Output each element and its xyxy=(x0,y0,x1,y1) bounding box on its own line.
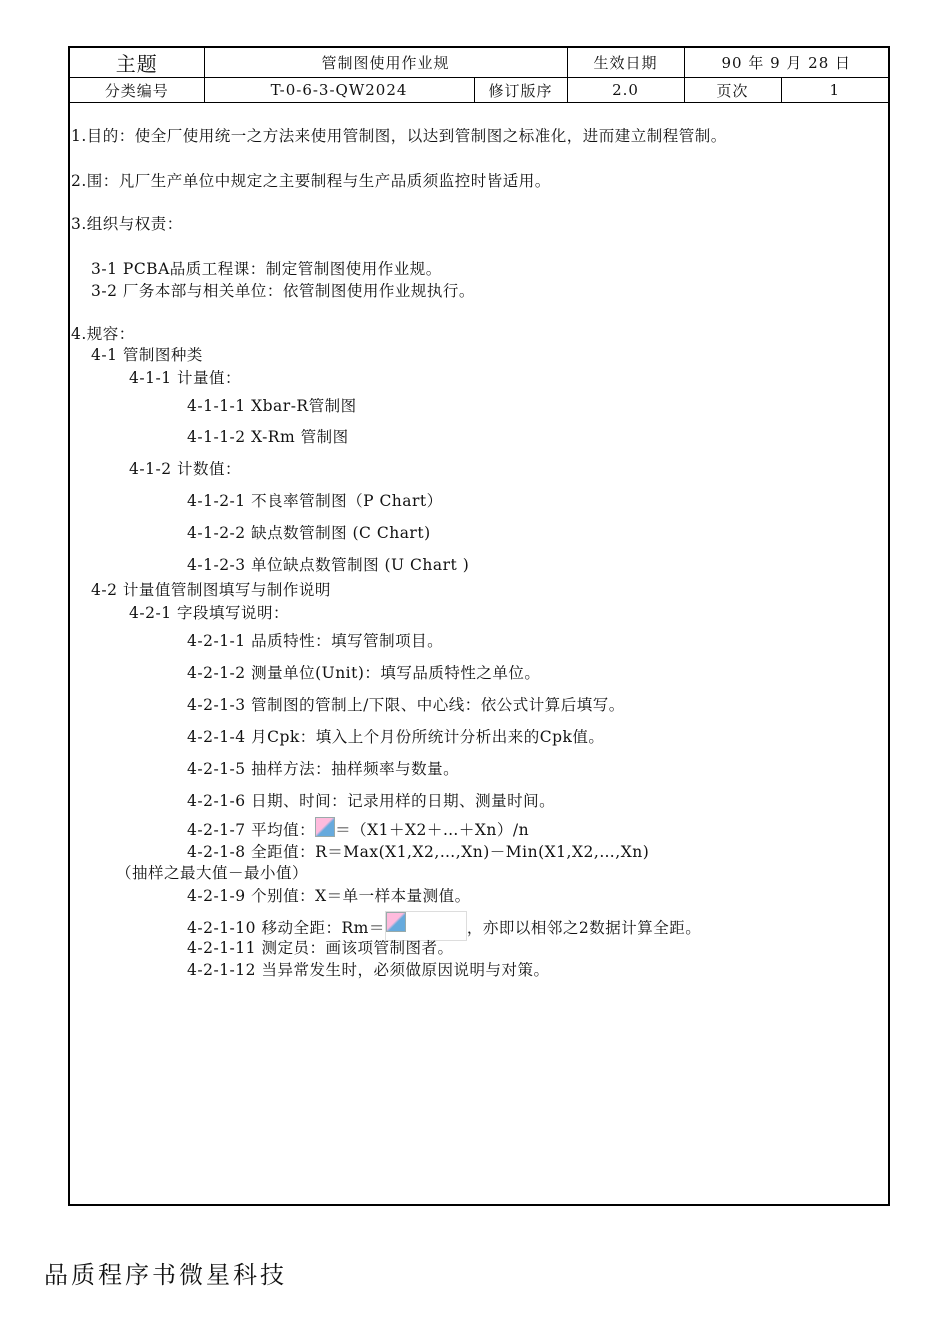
section-4-1: 4-1 管制图种类 xyxy=(91,346,203,364)
subject-value: 管制图使用作业规 xyxy=(204,48,567,78)
responsibility-item-2: 3-2 厂务本部与相关单位：依管制图使用作业规执行。 xyxy=(91,282,475,300)
subject-label: 主题 xyxy=(70,48,204,78)
page-value: 1 xyxy=(781,78,888,103)
item-4-2-1-6: 4-2-1-6 日期、时间：记录用样的日期、测量时间。 xyxy=(187,792,556,810)
item-4-2-1-3: 4-2-1-3 管制图的管制上/下限、中心线：依公式计算后填写。 xyxy=(187,696,625,714)
effective-date-value: 90 年 9 月 28 日 xyxy=(684,48,888,78)
moving-range-label: 4-2-1-10 移动全距：Rm＝ xyxy=(187,919,385,937)
formula-image-icon xyxy=(315,817,335,837)
item-4-2-1-12: 4-2-1-12 当异常发生时，必须做原因说明与对策。 xyxy=(187,961,550,979)
item-4-2-1-5: 4-2-1-5 抽样方法：抽样频率与数量。 xyxy=(187,760,460,778)
item-4-1-1-1: 4-1-1-1 Xbar-R管制图 xyxy=(187,397,357,415)
responsibility-item-1: 3-1 PCBA品质工程课：制定管制图使用作业规。 xyxy=(91,260,442,278)
average-label: 4-2-1-7 平均值： xyxy=(187,821,316,839)
section-4-2-1: 4-2-1 字段填写说明： xyxy=(129,604,289,622)
range-note: （抽样之最大值－最小值） xyxy=(116,864,309,882)
item-4-2-1-4: 4-2-1-4 月Cpk：填入上个月份所统计分析出来的Cpk值。 xyxy=(187,728,605,746)
average-formula: ＝（X1＋X2＋…＋Xn）/n xyxy=(335,821,530,839)
formula-image-icon xyxy=(386,912,406,932)
item-4-1-1-2: 4-1-1-2 X-Rm 管制图 xyxy=(187,428,349,446)
item-4-2-1-10 xyxy=(187,911,701,941)
purpose-line: 1.目的：使全厂使用统一之方法来使用管制图，以达到管制图之标准化，进而建立制程管制。 xyxy=(71,127,727,145)
item-4-2-1-8: 4-2-1-8 全距值：R＝Max(X1,X2,…,Xn)－Min(X1,X2,…,Xn) xyxy=(187,843,650,861)
document-frame xyxy=(68,46,890,1206)
item-4-1-2-3: 4-1-2-3 单位缺点数管制图 (U Chart ) xyxy=(187,556,470,574)
moving-range-text: ，亦即以相邻之2数据计算全距。 xyxy=(466,919,702,937)
category-value: T-0-6-3-QW2024 xyxy=(204,78,474,103)
moving-range-image-box xyxy=(385,911,467,941)
revision-label: 修订版序 xyxy=(474,78,567,103)
item-4-1-2-2: 4-1-2-2 缺点数管制图 (C Chart) xyxy=(187,524,431,542)
category-label: 分类编号 xyxy=(70,78,204,103)
section-4-1-2: 4-1-2 计数值： xyxy=(129,460,241,478)
page-footer: 品质程序书微星科技 xyxy=(44,1261,287,1289)
section-4-1-1: 4-1-1 计量值： xyxy=(129,369,241,387)
scope-line: 2.围：凡厂生产单位中规定之主要制程与生产品质须监控时皆适用。 xyxy=(71,172,551,190)
item-4-2-1-11: 4-2-1-11 测定员：画该项管制图者。 xyxy=(187,939,454,957)
item-4-2-1-7 xyxy=(187,817,529,840)
effective-date-label: 生效日期 xyxy=(567,48,684,78)
responsibility-heading: 3.组织与权责： xyxy=(71,215,183,233)
revision-value: 2.0 xyxy=(567,78,684,103)
section-4-2: 4-2 计量值管制图填写与制作说明 xyxy=(91,581,331,599)
item-4-2-1-9: 4-2-1-9 个别值：X＝单一样本量测值。 xyxy=(187,887,471,905)
page-label: 页次 xyxy=(684,78,781,103)
header-table xyxy=(70,48,888,103)
item-4-2-1-2: 4-2-1-2 测量单位(Unit)：填写品质特性之单位。 xyxy=(187,664,541,682)
item-4-1-2-1: 4-1-2-1 不良率管制图（P Chart） xyxy=(187,492,443,510)
item-4-2-1-1: 4-2-1-1 品质特性：填写管制项目。 xyxy=(187,632,444,650)
content-heading: 4.规容： xyxy=(71,325,135,343)
